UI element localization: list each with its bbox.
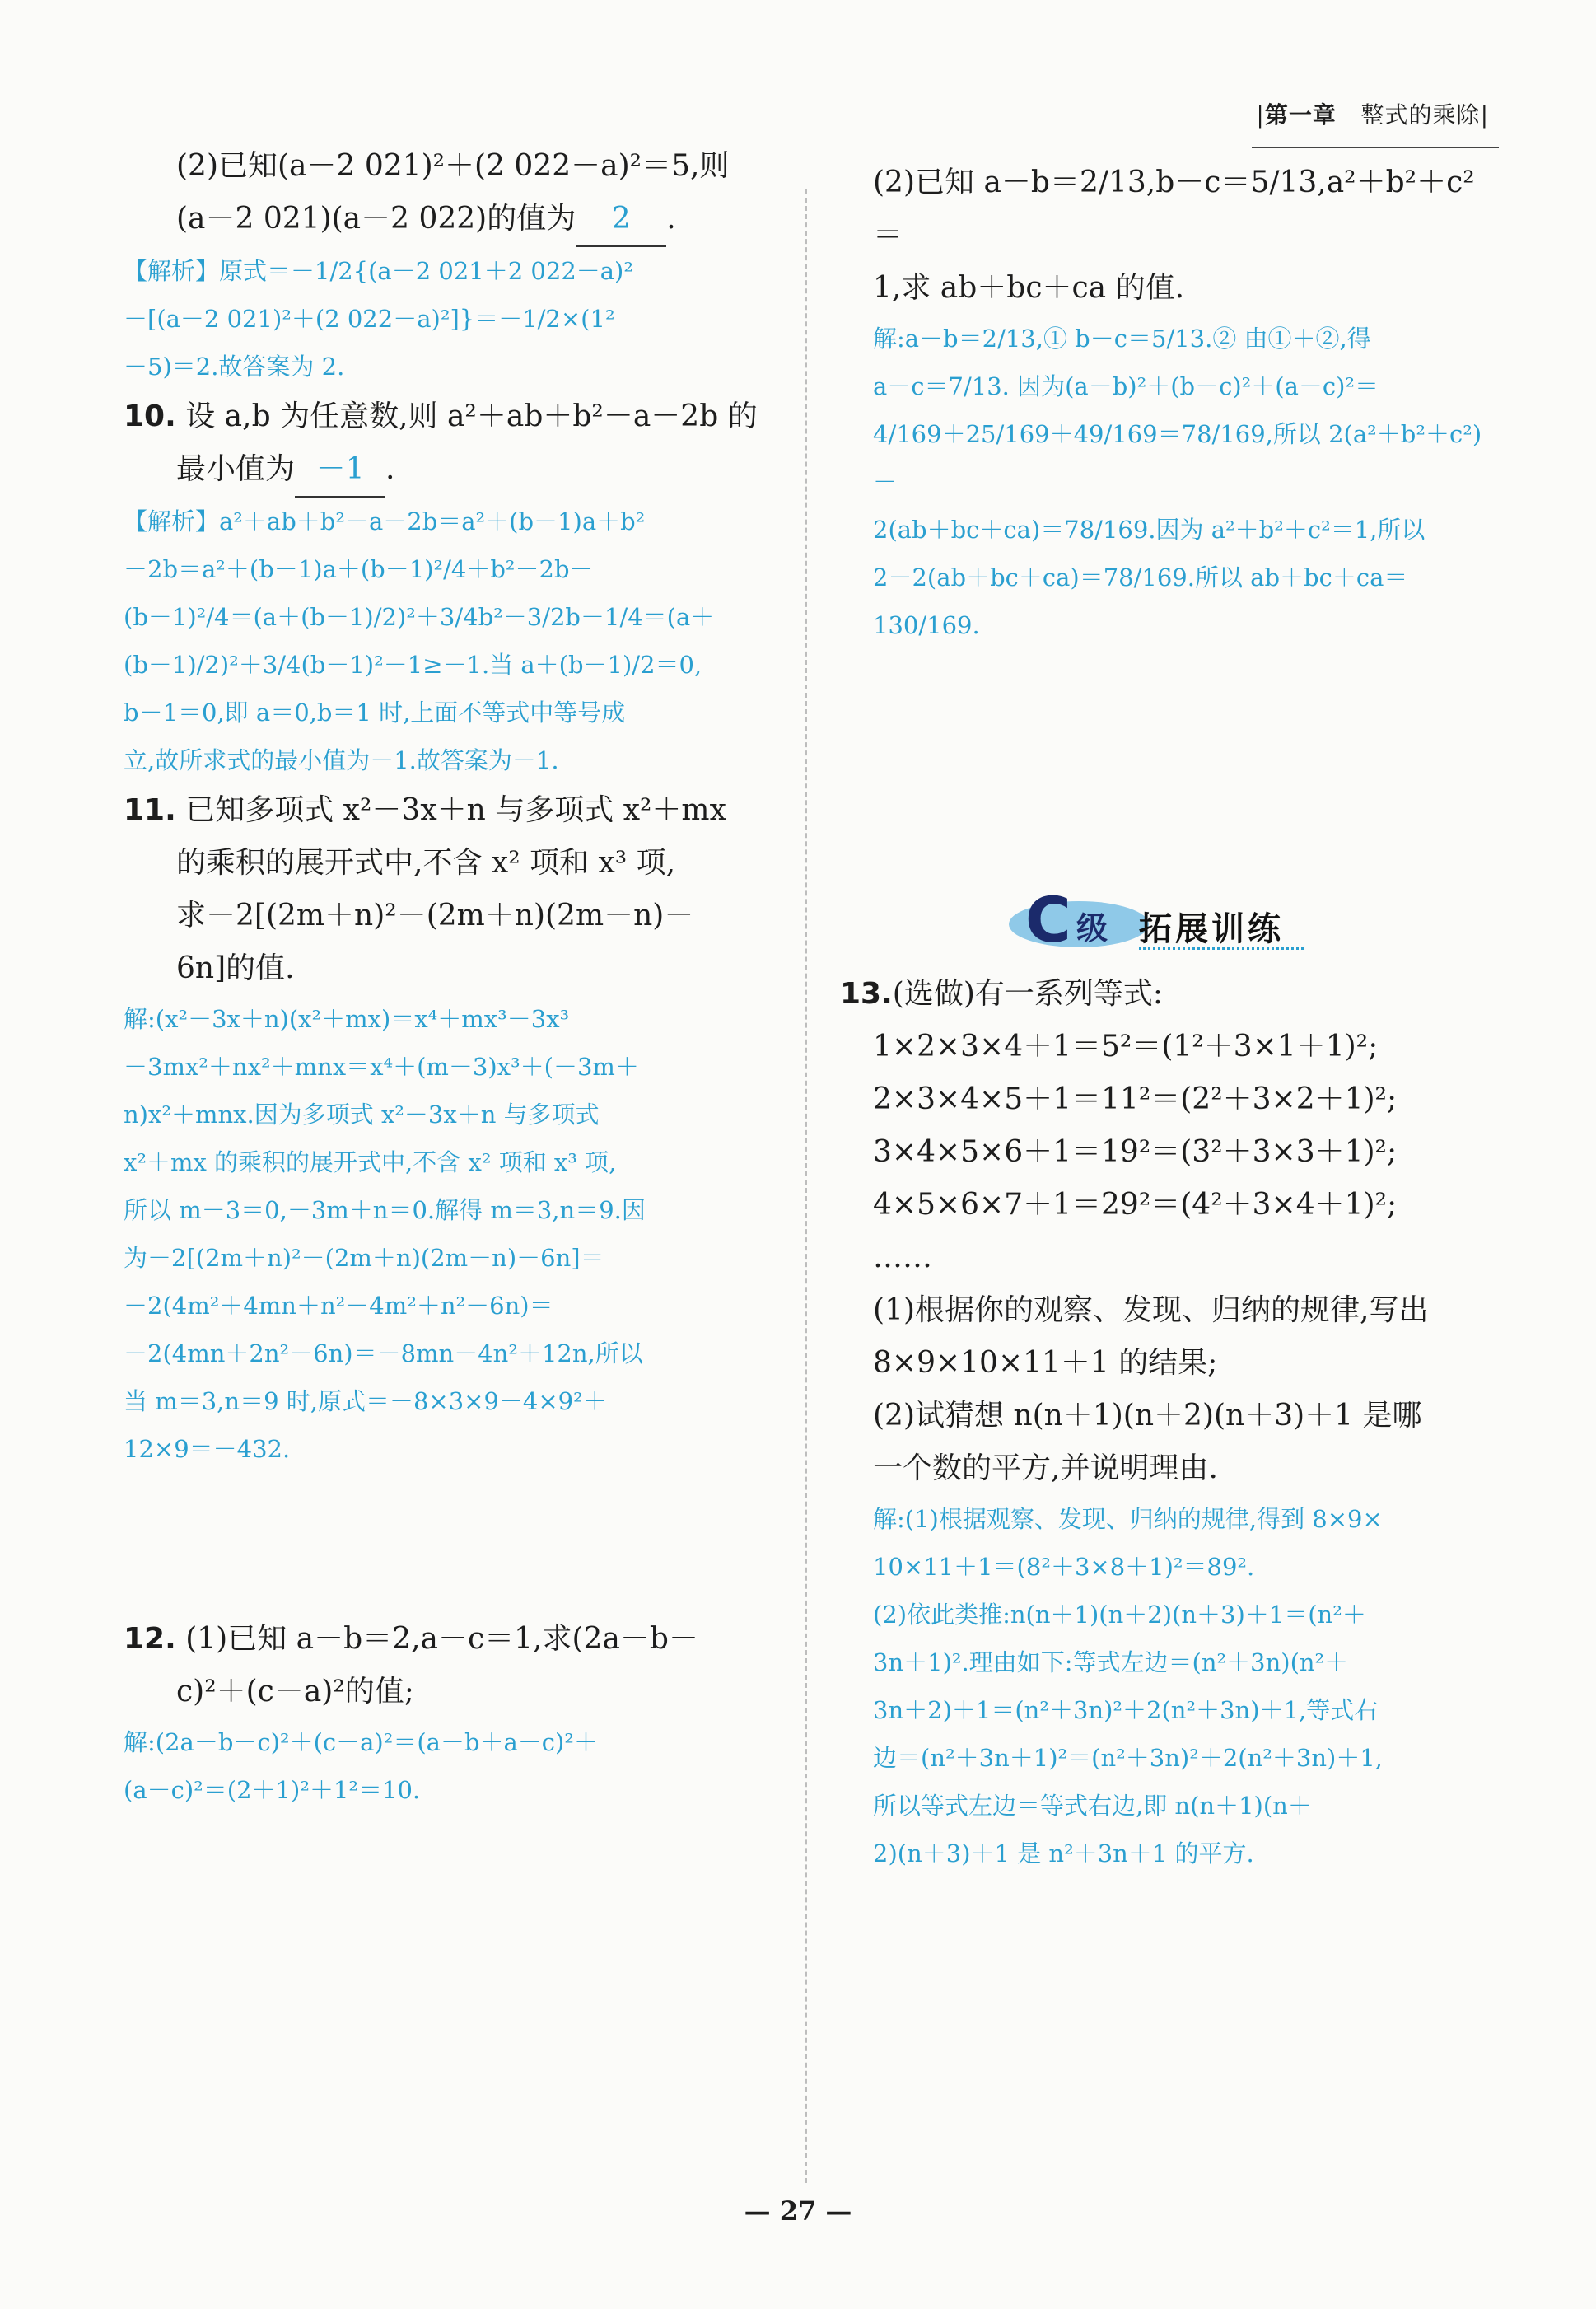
q13-part: 一个数的平方,并说明理由. bbox=[873, 1451, 1218, 1485]
q13-equation: 4×5×6×7＋1＝29²＝(4²＋3×4＋1)²; bbox=[873, 1188, 1398, 1222]
solution-line: 边＝(n²＋3n＋1)²＝(n²＋3n)²＋2(n²＋3n)＋1, bbox=[873, 1744, 1383, 1772]
q13-part: (2)试猜想 n(n＋1)(n＋2)(n＋3)＋1 是哪 bbox=[873, 1399, 1422, 1433]
q10-analysis bbox=[124, 498, 782, 784]
question-12-part-2 bbox=[873, 157, 1499, 649]
q12-line: c)²＋(c－a)²的值; bbox=[176, 1675, 414, 1708]
solution-line: 2(ab＋bc＋ca)＝78/169.因为 a²＋b²＋c²＝1,所以 bbox=[873, 516, 1426, 544]
solution-line: 12×9＝－432. bbox=[124, 1435, 291, 1463]
solution-line: 解:(x²－3x＋n)(x²＋mx)＝x⁴＋mx³－3x³ bbox=[124, 1005, 570, 1033]
q9-2-line2: (a－2 021)(a－2 022)的值为 2 . bbox=[124, 193, 782, 247]
solution-line: 当 m＝3,n＝9 时,原式＝－8×3×9－4×9²＋ bbox=[124, 1387, 607, 1415]
solution-line: 2)(n＋3)＋1 是 n²＋3n＋1 的平方. bbox=[873, 1839, 1254, 1867]
solution-line: 所以等式左边＝等式右边,即 n(n＋1)(n＋ bbox=[873, 1792, 1312, 1820]
q12-2-solution bbox=[873, 315, 1499, 649]
q13-part: (1)根据你的观察、发现、归纳的规律,写出 bbox=[873, 1293, 1429, 1327]
q11-solution bbox=[124, 995, 782, 1473]
question-10 bbox=[124, 390, 782, 784]
column-divider bbox=[805, 189, 807, 2183]
analysis-line: (b－1)/2)²＋3/4(b－1)²－1≥－1.当 a＋(b－1)/2＝0, bbox=[124, 651, 702, 679]
q13-part: 8×9×10×11＋1 的结果; bbox=[873, 1346, 1218, 1380]
left-column bbox=[124, 140, 782, 1814]
q11-line1: 11. 已知多项式 x²－3x＋n 与多项式 x²＋mx bbox=[124, 793, 726, 827]
solution-line: 所以 m－3＝0,－3m＋n＝0.解得 m＝3,n＝9.因 bbox=[124, 1196, 646, 1224]
analysis-line: 立,故所求式的最小值为－1.故答案为－1. bbox=[124, 746, 559, 774]
solution-line: 为－2[(2m＋n)²－(2m＋n)(2m－n)－6n]＝ bbox=[124, 1244, 604, 1272]
q11-line: 的乘积的展开式中,不含 x² 项和 x³ 项, bbox=[176, 846, 676, 880]
solution-line: a－c＝7/13. 因为(a－b)²＋(b－c)²＋(a－c)²＝ bbox=[873, 372, 1379, 400]
solution-line: 4/169＋25/169＋49/169＝78/169,所以 2(a²＋b²＋c²)－ bbox=[873, 420, 1482, 496]
analysis-line: －[(a－2 021)²＋(2 022－a)²]}＝－1/2×(1² bbox=[124, 305, 615, 333]
solution-line: 3n＋2)＋1＝(n²＋3n)²＋2(n²＋3n)＋1,等式右 bbox=[873, 1696, 1379, 1724]
page-number: — 27 — bbox=[744, 2195, 852, 2227]
question-number: 12. bbox=[124, 1622, 176, 1656]
solution-line: 解:a－b＝2/13,① b－c＝5/13.② 由①＋②,得 bbox=[873, 325, 1371, 353]
solution-line: n)x²＋mnx.因为多项式 x²－3x＋n 与多项式 bbox=[124, 1101, 600, 1129]
right-column bbox=[873, 157, 1499, 649]
q11-line: 6n]的值. bbox=[176, 951, 295, 985]
solution-line: 3n＋1)².理由如下:等式左边＝(n²＋3n)(n²＋ bbox=[873, 1648, 1349, 1676]
question-11 bbox=[124, 784, 782, 1473]
q13-solution bbox=[873, 1495, 1499, 1877]
q12-line1: 12. (1)已知 a－b＝2,a－c＝1,求(2a－b－ bbox=[124, 1622, 698, 1656]
analysis-line: (b－1)²/4＝(a＋(b－1)/2)²＋3/4b²－3/2b－1/4＝(a＋ bbox=[124, 603, 715, 631]
q13-ellipsis: …… bbox=[873, 1241, 932, 1274]
analysis-line: －5)＝2.故答案为 2. bbox=[124, 353, 345, 381]
solution-line: 解:(1)根据观察、发现、归纳的规律,得到 8×9× bbox=[873, 1505, 1383, 1533]
running-header: |第一章 整式的乘除| bbox=[1256, 101, 1489, 129]
q12-solution bbox=[124, 1718, 782, 1814]
q10-answer-blank: －1 bbox=[295, 443, 385, 498]
solution-line: (2)依此类推:n(n＋1)(n＋2)(n＋3)＋1＝(n²＋ bbox=[873, 1601, 1366, 1629]
analysis-line: 【解析】原式＝－1/2{(a－2 021＋2 022－a)² bbox=[124, 257, 633, 285]
question-number: 10. bbox=[124, 400, 176, 433]
analysis-line: b－1＝0,即 a＝0,b＝1 时,上面不等式中等号成 bbox=[124, 699, 626, 727]
chapter-label: 第一章 bbox=[1264, 101, 1337, 129]
q10-line1: 10. 设 a,b 为任意数,则 a²＋ab＋b²－a－2b 的 bbox=[124, 400, 758, 433]
solution-line: 10×11＋1＝(8²＋3×8＋1)²＝89². bbox=[873, 1553, 1255, 1581]
q12-2-line: (2)已知 a－b＝2/13,b－c＝5/13,a²＋b²＋c²＝ bbox=[873, 166, 1475, 252]
q9-2-answer-blank: 2 bbox=[576, 193, 666, 247]
chapter-title: 整式的乘除 bbox=[1360, 101, 1481, 129]
solution-line: 2－2(ab＋bc＋ca)＝78/169.所以 ab＋bc＋ca＝130/169. bbox=[873, 563, 1408, 639]
q13-equation: 1×2×3×4＋1＝5²＝(1²＋3×1＋1)²; bbox=[873, 1030, 1379, 1063]
q13-intro: 13.(选做)有一系列等式: bbox=[840, 977, 1164, 1011]
q13-equation: 2×3×4×5＋1＝11²＝(2²＋3×2＋1)²; bbox=[873, 1082, 1398, 1116]
q11-line: 求－2[(2m＋n)²－(2m＋n)(2m－n)－ bbox=[176, 899, 694, 932]
q12-2-line: 1,求 ab＋bc＋ca 的值. bbox=[873, 271, 1185, 305]
solution-line: －2(4mn＋2n²－6n)＝－8mn－4n²＋12n,所以 bbox=[124, 1339, 643, 1367]
analysis-line: －2b＝a²＋(b－1)a＋(b－1)²/4＋b²－2b－ bbox=[124, 555, 594, 583]
q13-equation: 3×4×5×6＋1＝19²＝(3²＋3×3＋1)²; bbox=[873, 1135, 1398, 1169]
question-12 bbox=[124, 1613, 782, 1814]
banner-level: 级 bbox=[1076, 909, 1108, 947]
question-13 bbox=[840, 968, 1499, 1877]
banner-title: 拓展训练 bbox=[1139, 910, 1284, 948]
solution-line: x²＋mx 的乘积的展开式中,不含 x² 项和 x³ 项, bbox=[124, 1148, 617, 1176]
section-banner-c-level bbox=[1009, 881, 1322, 956]
banner-underline bbox=[1139, 947, 1304, 950]
banner-letter: C bbox=[1025, 883, 1071, 956]
question-number: 11. bbox=[124, 793, 176, 827]
q9-2-analysis bbox=[124, 247, 782, 390]
q10-line2: 最小值为 －1 . bbox=[124, 443, 782, 498]
solution-line: (a－c)²＝(2＋1)²＋1²＝10. bbox=[124, 1776, 421, 1804]
right-column-lower bbox=[840, 968, 1499, 1877]
solution-line: 解:(2a－b－c)²＋(c－a)²＝(a－b＋a－c)²＋ bbox=[124, 1728, 598, 1756]
solution-line: －3mx²＋nx²＋mnx＝x⁴＋(m－3)x³＋(－3m＋ bbox=[124, 1053, 639, 1081]
question-9-part-2 bbox=[124, 140, 782, 390]
analysis-line: 【解析】a²＋ab＋b²－a－2b＝a²＋(b－1)a＋b² bbox=[124, 507, 646, 535]
q9-2-line1: (2)已知(a－2 021)²＋(2 022－a)²＝5,则 bbox=[176, 149, 730, 183]
question-number: 13. bbox=[840, 977, 893, 1011]
solution-line: －2(4m²＋4mn＋n²－4m²＋n²－6n)＝ bbox=[124, 1292, 553, 1320]
header-rule bbox=[1252, 147, 1499, 148]
